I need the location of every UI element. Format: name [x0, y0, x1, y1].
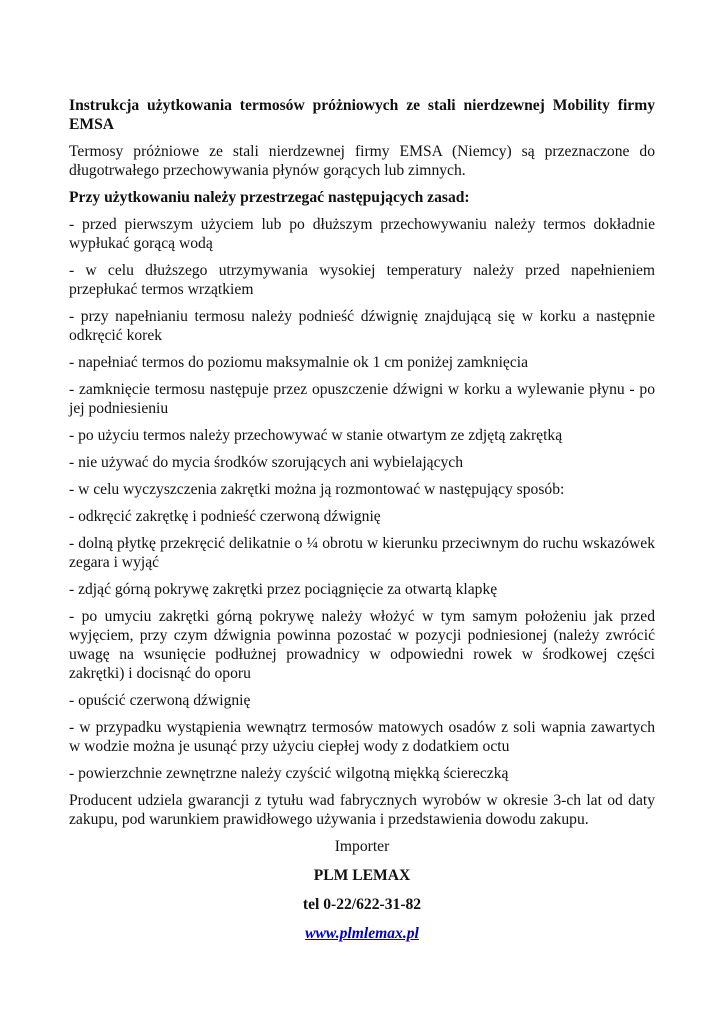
rule-item: - odkręcić zakrętkę i podnieść czerwoną dźwignię: [69, 508, 381, 525]
rule-item: - opuścić czerwoną dźwignię: [69, 692, 251, 709]
importer-label: Importer: [334, 838, 390, 855]
rule-item: - po umyciu zakrętki górną pokrywę należy włożyć w tym samym położeniu jak przed wyjęciem, przy czym dźwignia powinna pozostać w pozycji podniesionej (należy zwrócić uwagę na wsunięcie podłużnej prowadnicy w odpowiedni rowek w środkowej części zakrętki) i docisnąć do oporu: [69, 608, 655, 682]
rule-item: - w celu wyczyszczenia zakrętki można ją rozmontować w następujący sposób:: [69, 481, 565, 498]
rule-item: - przy napełnianiu termosu należy podnieść dźwignię znajdującą się w korku a następnie odkręcić korek: [69, 308, 655, 344]
website-link[interactable]: www.plmlemax.pl: [305, 925, 419, 942]
rule-item: - przed pierwszym użyciem lub po dłuższym przechowywaniu należy termos dokładnie wypłukać gorącą wodą: [69, 216, 655, 252]
importer-name: PLM LEMAX: [313, 867, 411, 884]
document-title: Instrukcja użytkowania termosów próżniowych ze stali nierdzewnej Mobility firmy EMSA: [69, 97, 655, 133]
rule-item: - powierzchnie zewnętrzne należy czyścić wilgotną miękką ściereczką: [69, 765, 509, 782]
rule-item: - dolną płytkę przekręcić delikatnie o ¼ obrotu w kierunku przeciwnym do ruchu wskazówek zegara i wyjąć: [69, 535, 655, 571]
rules-heading: Przy użytkowaniu należy przestrzegać następujących zasad:: [69, 189, 470, 206]
rule-item: - po użyciu termos należy przechowywać w stanie otwartym ze zdjętą zakrętką: [69, 427, 563, 444]
website-line: [69, 924, 655, 943]
document-page: [69, 96, 655, 951]
rule-item: - zamknięcie termosu następuje przez opuszczenie dźwigni w korku a wylewanie płynu - po jej podniesieniu: [69, 381, 655, 417]
rule-item: - zdjąć górną pokrywę zakrętki przez pociągnięcie za otwartą klapkę: [69, 581, 498, 598]
rule-item: - napełniać termos do poziomu maksymalnie ok 1 cm poniżej zamknięcia: [69, 354, 529, 371]
rule-item: - w przypadku wystąpienia wewnątrz termosów matowych osadów z soli wapnia zawartych w wodzie można je usunąć przy użyciu ciepłej wody z dodatkiem octu: [69, 719, 655, 755]
importer-phone: tel 0-22/622-31-82: [302, 896, 422, 913]
rule-item: - w celu dłuższego utrzymywania wysokiej temperatury należy przed napełnieniem przepłukać termos wrzątkiem: [69, 262, 655, 298]
warranty-paragraph: Producent udziela gwarancji z tytułu wad fabrycznych wyrobów w okresie 3-ch lat od daty zakupu, pod warunkiem prawidłowego używania i przedstawienia dowodu zakupu.: [69, 792, 655, 828]
rule-item: - nie używać do mycia środków szorujących ani wybielających: [69, 454, 464, 471]
intro-paragraph: Termosy próżniowe ze stali nierdzewnej firmy EMSA (Niemcy) są przeznaczone do długotrwałego przechowywania płynów gorących lub zimnych.: [69, 143, 655, 179]
